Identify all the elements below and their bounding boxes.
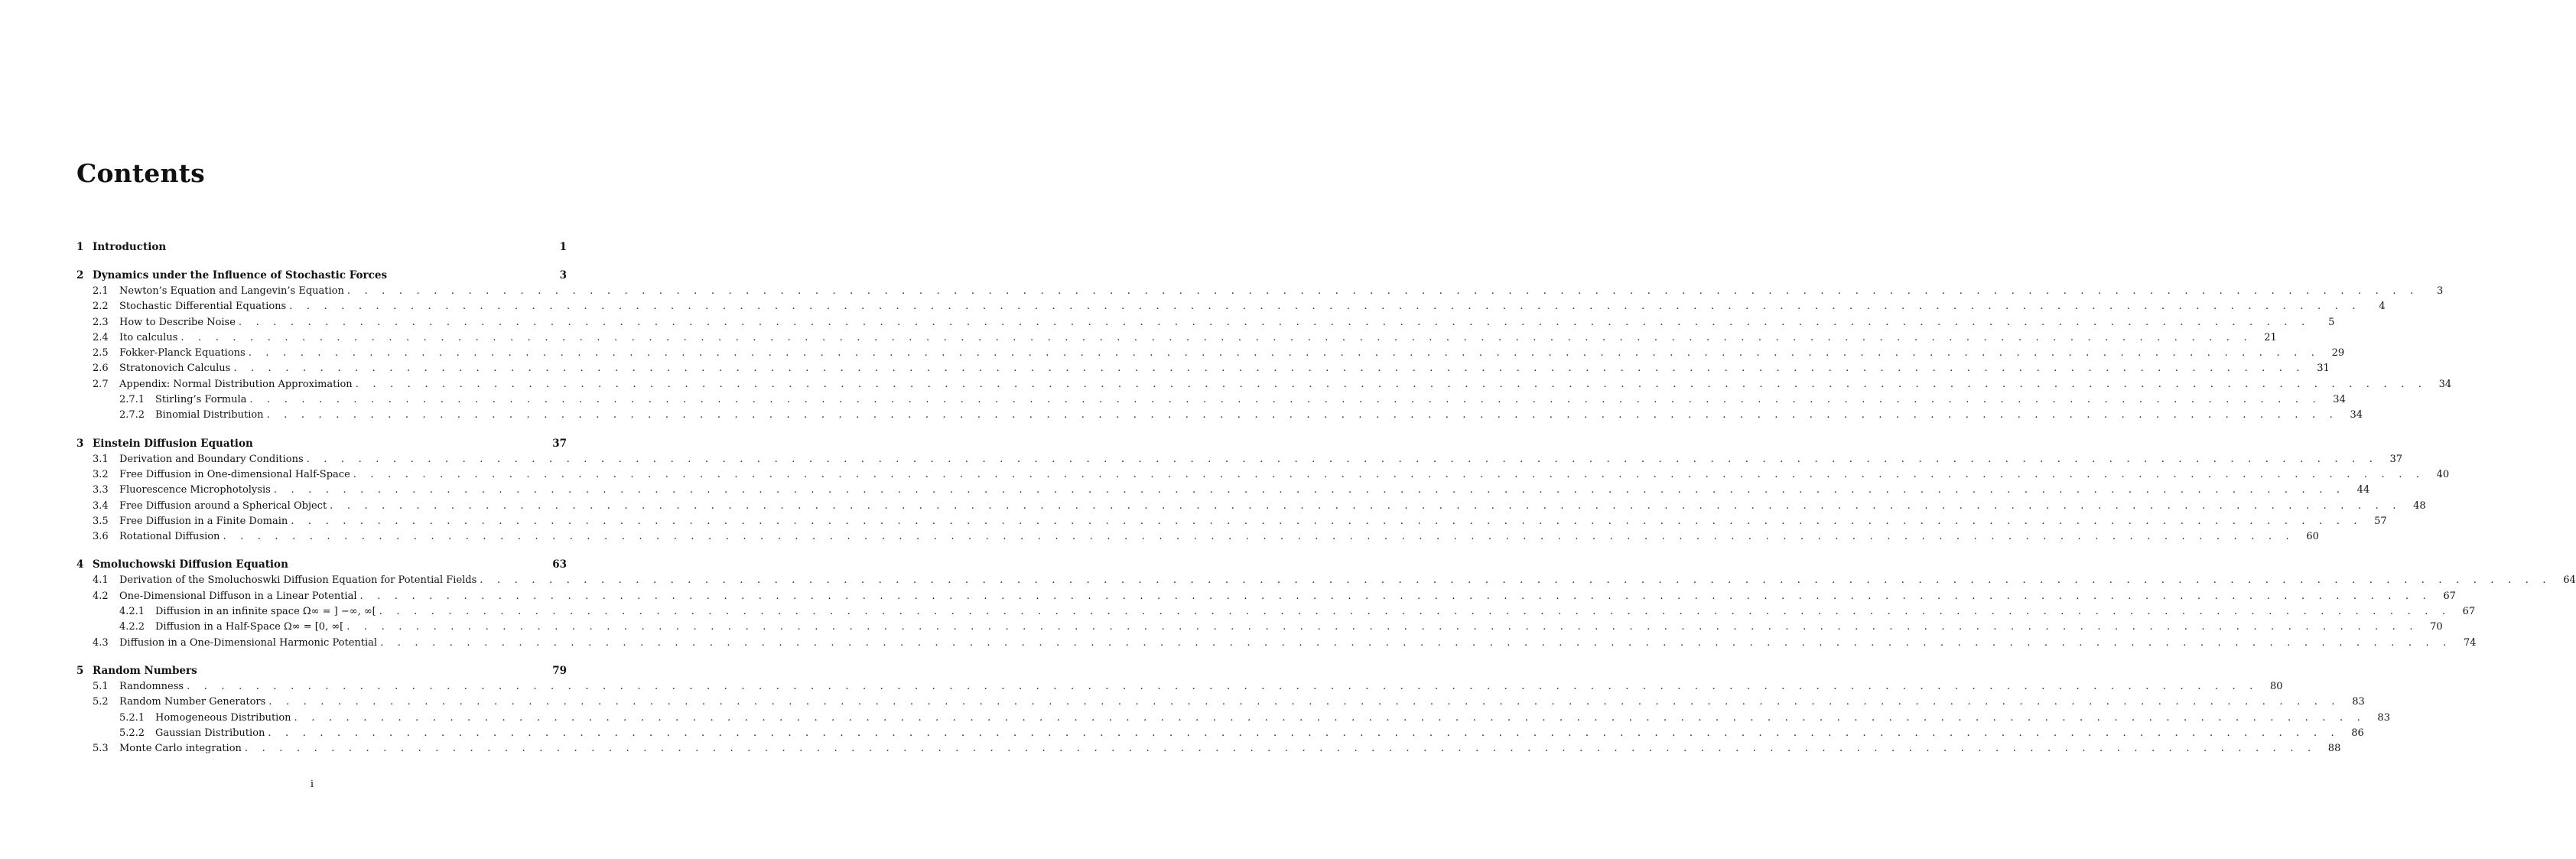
dot-leader: . . . . . . . . . . . . . . . . . . . . . . . . . . . . . . . . . . . . . . . . . . . . . . . . . . . . . . . . . . . . . . . . . . . . . . . . . . . . . . . . . . . . . . . . . . . . . . . . . . . . . . . . . . . . . . . . . . . . . . . . (353, 468, 2425, 480)
toc-entry-title: Newton’s Equation and Langevin’s Equation (119, 285, 344, 297)
dot-leader: . . . . . . . . . . . . . . . . . . . . . . . . . . . . . . . . . . . . . . . . . . . . . . . . . . . . . . . . . . . . . . . . . . . . . . . . . . . . . . . . . . . . . . . . . . . . . . . . . . . . . . . . . . . . . . . . . . . . . . . . (181, 331, 2252, 343)
toc-entry-title: Monte Carlo integration (119, 743, 242, 755)
toc-subsection-entry[interactable] (76, 392, 2346, 408)
toc-entry-title: Free Diffusion in a Finite Domain (119, 515, 288, 527)
toc-section-entry[interactable] (76, 377, 2452, 392)
dot-leader: . . . . . . . . . . . . . . . . . . . . . . . . . . . . . . . . . . . . . . . . . . . . . . . . . . . . . . . . . . . . . . . . . . . . . . . . . . . . . . . . . . . . . . . . . . . . . . . . . . . . . . . . . . . . . . . . . . . . . . . . (187, 680, 2259, 692)
toc-entry-title: Fokker-Planck Equations (119, 347, 246, 360)
toc-entry-page: 64 (2563, 574, 2576, 587)
dot-leader: . . . . . . . . . . . . . . . . . . . . . . . . . . . . . . . . . . . . . . . . . . . . . . . . . . . . . . . . . . . . . . . . . . . . . . . . . . . . . . . . . . . . . . . . . . . . . . . . . . . . . . . . . . . . . . . . . . . . . . . . (233, 363, 2305, 375)
toc-entry-number: 5.2.1 (119, 711, 145, 724)
toc-entry-number: 4.2 (93, 590, 109, 602)
toc-entry-title: Diffusion in a Half-Space Ω∞ = [0, ∞[ (155, 621, 344, 633)
toc-entry-number: 3.2 (93, 468, 109, 480)
toc-entry-page: 40 (2436, 468, 2450, 480)
toc-entry-number: 2.7 (93, 378, 109, 390)
toc-entry-title: Homogeneous Distribution (155, 711, 291, 724)
toc-entry-title: Introduction (93, 241, 167, 253)
toc-entry-page: 3 (2437, 285, 2444, 297)
toc-entry-title: Free Diffusion in One-dimensional Half-Space (119, 468, 350, 480)
toc-entry-number: 2.6 (93, 363, 109, 375)
dot-leader: . . . . . . . . . . . . . . . . . . . . . . . . . . . . . . . . . . . . . . . . . . . . . . . . . . . . . . . . . . . . . . . . . . . . . . . . . . . . . . . . . . . . . . . . . . . . . . . . . . . . . . . . . . . . . . . . . . . . . . . . (266, 409, 2338, 421)
toc-entry-page: 1 (559, 241, 567, 253)
toc-entry-title: Free Diffusion around a Spherical Object (119, 499, 327, 512)
toc-entry-title: Derivation and Boundary Conditions (119, 453, 304, 465)
toc-entry-title: Diffusion in an infinite space Ω∞ = ] −∞, ∞[ (155, 606, 376, 618)
toc-entry-page: 88 (2327, 743, 2341, 755)
toc-section-entry[interactable] (76, 741, 2341, 757)
toc-entry-number: 3.4 (93, 499, 109, 512)
toc-subsection-entry[interactable] (76, 604, 2476, 620)
toc-entry-title: How to Describe Noise (119, 316, 236, 328)
toc-entry-title: Derivation of the Smoluchoswki Diffusion Equation for Potential Fields (119, 574, 477, 587)
dot-leader: . . . . . . . . . . . . . . . . . . . . . . . . . . . . . . . . . . . . . . . . . . . . . . . . . . . . . . . . . . . . . . . . . . . . . . . . . . . . . . . . . . . . . . . . . . . . . . . . . . . . . . . . . . . . . . . . . . . . . . . . (379, 606, 2451, 618)
toc-subsection-entry[interactable] (76, 408, 2363, 423)
toc-section-entry[interactable] (76, 573, 2576, 588)
toc-section-entry[interactable] (76, 315, 2335, 330)
toc-entry-title: Stochastic Differential Equations (119, 301, 287, 313)
toc-section-entry[interactable] (76, 589, 2456, 604)
toc-entry-page: 83 (2377, 711, 2390, 724)
dot-leader: . . . . . . . . . . . . . . . . . . . . . . . . . . . . . . . . . . . . . . . . . . . . . . . . . . . . . . . . . . . . . . . . . . . . . . . . . . . . . . . . . . . . . . . . . . . . . . . . . . . . . . . . . . . . . . . . . . . . . . . . (291, 515, 2363, 527)
dot-leader: . . . . . . . . . . . . . . . . . . . . . . . . . . . . . . . . . . . . . . . . . . . . . . . . . . . . . . . . . . . . . . . . . . . . . . . . . . . . . . . . . . . . . . . . . . . . . . . . . . . . . . . . . . . . . . . . . . . . . . . . (268, 727, 2340, 739)
dot-leader: . . . . . . . . . . . . . . . . . . . . . . . . . . . . . . . . . . . . . . . . . . . . . . . . . . . . . . . . . . . . . . . . . . . . . . . . . . . . . . . . . . . . . . . . . . . . . . . . . . . . . . . . . . . . . . . . . . . . . . . . (346, 621, 2418, 633)
toc-entry-title: Random Numbers (93, 664, 197, 677)
dot-leader: . . . . . . . . . . . . . . . . . . . . . . . . . . . . . . . . . . . . . . . . . . . . . . . . . . . . . . . . . . . . . . . . . . . . . . . . . . . . . . . . . . . . . . . . . . . . . . . . . . . . . . . . . . . . . . . . . . . . . . . . (273, 484, 2346, 496)
toc-entry-number: 3 (76, 437, 84, 450)
toc-entry-page: 70 (2430, 621, 2443, 633)
toc-entry-title: Ito calculus (119, 331, 178, 343)
dot-leader: . . . . . . . . . . . . . . . . . . . . . . . . . . . . . . . . . . . . . . . . . . . . . . . . . . . . . . . . . . . . . . . . . . . . . . . . . . . . . . . . . . . . . . . . . . . . . . . . . . . . . . . . . . . . . . . . . . . . . . . . (248, 347, 2321, 360)
toc-section-entry[interactable] (76, 346, 2345, 361)
toc-entry-number: 5.1 (93, 680, 109, 692)
toc-entry-page: 37 (552, 437, 567, 450)
toc-entry-title: Random Number Generators (119, 696, 266, 708)
dot-leader: . . . . . . . . . . . . . . . . . . . . . . . . . . . . . . . . . . . . . . . . . . . . . . . . . . . . . . . . . . . . . . . . . . . . . . . . . . . . . . . . . . . . . . . . . . . . . . . . . . . . . . . . . . . . . . . . . . . . . . . . (330, 499, 2402, 512)
toc-section-entry[interactable] (76, 679, 2283, 695)
toc-section-entry[interactable] (76, 499, 2426, 514)
toc-entry-number: 4.1 (93, 574, 109, 587)
toc-entry-number: 2.7.2 (119, 409, 145, 421)
toc-entry-page: 3 (559, 269, 567, 281)
toc-chapter-entry[interactable] (76, 662, 567, 679)
table-of-contents (76, 239, 2576, 757)
toc-entry-number: 3.5 (93, 515, 109, 527)
toc-entry-page: 5 (2328, 316, 2335, 328)
toc-subsection-entry[interactable] (76, 620, 2443, 635)
dot-leader: . . . . . . . . . . . . . . . . . . . . . . . . . . . . . . . . . . . . . . . . . . . . . . . . . . . . . . . . . . . . . . . . . . . . . . . . . . . . . . . . . . . . . . . . . . . . . . . . . . . . . . . . . . . . . . . . . . . . . . . . (238, 316, 2311, 328)
toc-section-entry[interactable] (76, 483, 2370, 498)
toc-entry-number: 2 (76, 269, 84, 281)
page-title: Contents (76, 158, 205, 188)
toc-entry-title: Diffusion in a One-Dimensional Harmonic Potential (119, 636, 378, 649)
toc-entry-title: Rotational Diffusion (119, 531, 220, 543)
toc-entry-number: 4.2.2 (119, 621, 145, 633)
toc-entry-page: 21 (2264, 331, 2277, 343)
toc-entry-number: 3.3 (93, 484, 109, 496)
page-number: i (310, 779, 314, 790)
toc-entry-number: 2.7.1 (119, 394, 145, 406)
toc-entry-page: 31 (2317, 363, 2330, 375)
toc-section-entry[interactable] (76, 636, 2477, 651)
toc-entry-title: Dynamics under the Influence of Stochastic Forces (93, 269, 388, 281)
toc-subsection-entry[interactable] (76, 711, 2390, 726)
toc-entry-page: 60 (2306, 531, 2319, 543)
toc-section-entry[interactable] (76, 330, 2277, 346)
toc-section-entry[interactable] (76, 361, 2330, 376)
dot-leader: . . . . . . . . . . . . . . . . . . . . . . . . . . . . . . . . . . . . . . . . . . . . . . . . . . . . . . . . . . . . . . . . . . . . . . . . . . . . . . . . . . . . . . . . . . . . . . . . . . . . . . . . . . . . . . . . . . . . . . . . (294, 711, 2366, 724)
dot-leader: . . . . . . . . . . . . . . . . . . . . . . . . . . . . . . . . . . . . . . . . . . . . . . . . . . . . . . . . . . . . . . . . . . . . . . . . . . . . . . . . . . . . . . . . . . . . . . . . . . . . . . . . . . . . . . . . . . . . . . . . (355, 378, 2428, 390)
toc-entry-number: 3.6 (93, 531, 109, 543)
toc-entry-number: 2.2 (93, 301, 109, 313)
toc-entry-page: 34 (2438, 378, 2452, 390)
toc-entry-number: 2.1 (93, 285, 109, 297)
toc-entry-title: Smoluchowski Diffusion Equation (93, 558, 288, 571)
toc-entry-page: 37 (2389, 453, 2403, 465)
toc-entry-number: 4.2.1 (119, 606, 145, 618)
toc-chapter-entry[interactable] (76, 239, 567, 255)
toc-entry-page: 86 (2351, 727, 2364, 739)
dot-leader: . . . . . . . . . . . . . . . . . . . . . . . . . . . . . . . . . . . . . . . . . . . . . . . . . . . . . . . . . . . . . . . . . . . . . . . . . . . . . . . . . . . . . . . . . . . . . . . . . . . . . . . . . . . . . . . . . . . . . . . . (346, 285, 2419, 297)
toc-entry-number: 2.3 (93, 316, 109, 328)
toc-entry-title: Fluorescence Microphotolysis (119, 484, 271, 496)
toc-entry-page: 29 (2331, 347, 2345, 360)
toc-entry-number: 5.2 (93, 696, 109, 708)
dot-leader: . . . . . . . . . . . . . . . . . . . . . . . . . . . . . . . . . . . . . . . . . . . . . . . . . . . . . . . . . . . . . . . . . . . . . . . . . . . . . . . . . . . . . . . . . . . . . . . . . . . . . . . . . . . . . . . . . . . . . . . . (359, 590, 2431, 602)
toc-chapter-entry[interactable] (76, 556, 567, 573)
toc-entry-page: 80 (2269, 680, 2283, 692)
toc-entry-page: 44 (2356, 484, 2370, 496)
toc-entry-number: 5.3 (93, 743, 109, 755)
toc-entry-page: 4 (2379, 301, 2386, 313)
toc-section-entry[interactable] (76, 467, 2450, 483)
toc-entry-number: 2.4 (93, 331, 109, 343)
toc-entry-title: Einstein Diffusion Equation (93, 437, 253, 450)
toc-entry-number: 4 (76, 558, 84, 571)
dot-leader: . . . . . . . . . . . . . . . . . . . . . . . . . . . . . . . . . . . . . . . . . . . . . . . . . . . . . . . . . . . . . . . . . . . . . . . . . . . . . . . . . . . . . . . . . . . . . . . . . . . . . . . . . . . . . . . . . . . . . . . . (380, 636, 2452, 649)
toc-entry-number: 1 (76, 241, 84, 253)
toc-entry-page: 74 (2463, 636, 2477, 649)
toc-chapter-entry[interactable] (76, 267, 567, 284)
toc-section-entry[interactable] (76, 514, 2387, 529)
toc-entry-title: Stirling’s Formula (155, 394, 247, 406)
toc-chapter-entry[interactable] (76, 435, 567, 452)
toc-entry-number: 2.5 (93, 347, 109, 360)
toc-entry-title: One-Dimensional Diffuson in a Linear Potential (119, 590, 357, 602)
toc-section-entry[interactable] (76, 284, 2444, 299)
toc-entry-number: 4.3 (93, 636, 109, 649)
dot-leader: . . . . . . . . . . . . . . . . . . . . . . . . . . . . . . . . . . . . . . . . . . . . . . . . . . . . . . . . . . . . . . . . . . . . . . . . . . . . . . . . . . . . . . . . . . . . . . . . . . . . . . . . . . . . . . . . . . . . . . . . (244, 743, 2317, 755)
toc-entry-title: Binomial Distribution (155, 409, 264, 421)
toc-section-entry[interactable] (76, 299, 2386, 314)
toc-entry-page: 63 (552, 558, 567, 571)
toc-entry-title: Stratonovich Calculus (119, 363, 231, 375)
toc-entry-title: Appendix: Normal Distribution Approximation (119, 378, 353, 390)
dot-leader: . . . . . . . . . . . . . . . . . . . . . . . . . . . . . . . . . . . . . . . . . . . . . . . . . . . . . . . . . . . . . . . . . . . . . . . . . . . . . . . . . . . . . . . . . . . . . . . . . . . . . . . . . . . . . . . . . . . . . . . . (268, 696, 2340, 708)
toc-entry-page: 67 (2462, 606, 2476, 618)
toc-entry-page: 67 (2443, 590, 2456, 602)
dot-leader: . . . . . . . . . . . . . . . . . . . . . . . . . . . . . . . . . . . . . . . . . . . . . . . . . . . . . . . . . . . . . . . . . . . . . . . . . . . . . . . . . . . . . . . . . . . . . . . . . . . . . . . . . . . . . . . . . . . . . . . . (480, 574, 2552, 587)
toc-section-entry[interactable] (76, 529, 2319, 545)
toc-entry-page: 79 (552, 664, 567, 677)
dot-leader: . . . . . . . . . . . . . . . . . . . . . . . . . . . . . . . . . . . . . . . . . . . . . . . . . . . . . . . . . . . . . . . . . . . . . . . . . . . . . . . . . . . . . . . . . . . . . . . . . . . . . . . . . . . . . . . . . . . . . . . . (249, 394, 2321, 406)
toc-entry-page: 34 (2333, 394, 2346, 406)
toc-section-entry[interactable] (76, 452, 2403, 467)
toc-entry-title: Randomness (119, 680, 184, 692)
toc-subsection-entry[interactable] (76, 726, 2364, 741)
toc-entry-number: 5 (76, 664, 84, 677)
dot-leader: . . . . . . . . . . . . . . . . . . . . . . . . . . . . . . . . . . . . . . . . . . . . . . . . . . . . . . . . . . . . . . . . . . . . . . . . . . . . . . . . . . . . . . . . . . . . . . . . . . . . . . . . . . . . . . . . . . . . . . . . (289, 301, 2361, 313)
toc-entry-page: 83 (2352, 696, 2365, 708)
toc-entry-title: Gaussian Distribution (155, 727, 265, 739)
toc-entry-number: 5.2.2 (119, 727, 145, 739)
dot-leader: . . . . . . . . . . . . . . . . . . . . . . . . . . . . . . . . . . . . . . . . . . . . . . . . . . . . . . . . . . . . . . . . . . . . . . . . . . . . . . . . . . . . . . . . . . . . . . . . . . . . . . . . . . . . . . . . . . . . . . . . (306, 453, 2379, 465)
toc-entry-page: 57 (2374, 515, 2387, 527)
toc-entry-number: 3.1 (93, 453, 109, 465)
dot-leader: . . . . . . . . . . . . . . . . . . . . . . . . . . . . . . . . . . . . . . . . . . . . . . . . . . . . . . . . . . . . . . . . . . . . . . . . . . . . . . . . . . . . . . . . . . . . . . . . . . . . . . . . . . . . . . . . . . . . . . . . (223, 531, 2295, 543)
toc-entry-page: 48 (2413, 499, 2426, 512)
toc-entry-page: 34 (2350, 409, 2363, 421)
toc-section-entry[interactable] (76, 695, 2365, 710)
